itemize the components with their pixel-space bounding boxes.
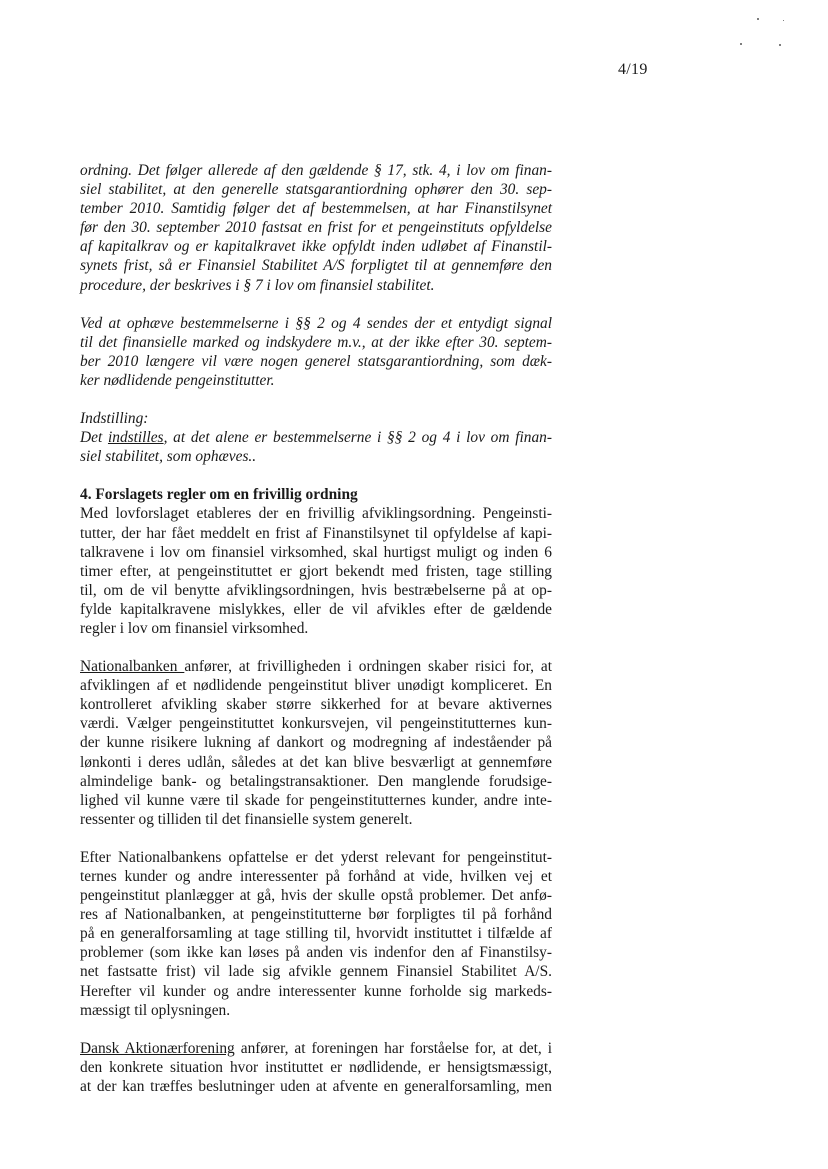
text-line: af kapitalkrav og er kapitalkravet ikke opfyldt inden udløbet af Finanstil- [80,238,552,256]
underlined-term: indstilles [107,429,164,447]
text-line: til, om de vil benytte afviklingsordningen, hvis bestræbelserne på at op- [80,581,552,599]
text-line: talkravene i lov om finansiel virksomhed, skal hurtigst muligt og inden 6 [80,543,552,561]
text-line: ker nødlidende pengeinstitutter. [80,371,275,389]
text-line: almindelige bank- og betalingstransaktioner. Den manglende forudsige- [80,772,552,790]
text-line: Ved at ophæve bestemmelserne i §§ 2 og 4 sendes der et entydigt signal [80,314,552,332]
paragraph-signal [80,314,552,390]
text-line: afviklingen af et nødlidende pengeinstitut bliver unødigt kompliceret. En [80,677,552,695]
text-line: net fastsatte frist) vil lade sig afvikle gennem Finansiel Stabilitet A/S. [80,963,552,981]
paragraph-statsgaranti [80,161,552,295]
text-line: den konkrete situation hvor instituttet er nødlidende, er hensigtsmæssigt, [80,1058,552,1076]
text-line: synets frist, så er Finansiel Stabilitet A/S forpligtet til at gennemføre den [80,257,552,275]
text-line: på en generalforsamling at tage stilling til, hvorvidt instituttet i tilfælde af [80,925,552,943]
paragraph-nationalbanken [80,657,552,829]
text-line: ordning. Det følger allerede af den gældende § 17, stk. 4, i lov om finan- [80,162,552,179]
section-heading: 4. Forslagets regler om en frivillig ordning [80,486,358,504]
text-line: procedure, der beskrives i § 7 i lov om finansiel stabilitet. [80,276,435,294]
underlined-term: Nationalbanken [80,658,185,676]
text-line: ternes kunder og andre interessenter på forhånd at vide, hvilken vej et [80,868,552,885]
section-4 [80,485,552,638]
text-line: fylde kapitalkravene mislykkes, eller de vil afvikles efter de gældende [80,600,552,618]
text-line: pengeinstitut planlægger at gå, hvis der skulle opstå problemer. Det anfø- [80,887,552,905]
text-line [80,428,552,447]
text-line: Med lovforslaget etableres der en frivillig afviklingsordning. Pengeinsti- [80,505,552,523]
paragraph-nationalbankens-opfattelse [80,848,552,1020]
text-line: før den 30. september 2010 fastsat en frist for et pengeinstituts opfyldelse [80,219,552,237]
underlined-term: Dansk Aktionærforening [80,1039,235,1057]
text-line: Efter Nationalbankens opfattelse er det yderst relevant for pengeinstitut- [80,848,552,866]
text-line: lighed vil kunne være til skade for pengeinstitutternes kunder, andre inte- [80,791,552,809]
text-line: siel stabilitet, som ophæves.. [80,448,257,466]
text-line: lønkonti i deres udlån, således at det kan blive besværligt at gennemføre [80,753,552,771]
text-line: problemer (som ikke kan løses på anden vis indenfor den af Finanstilsy- [80,944,552,962]
paragraph-dansk-aktionaerforening [80,1039,552,1096]
text-line: ressenter og tilliden til det finansielle system generelt. [80,810,413,828]
text-line [80,1039,552,1058]
scan-speck [757,18,759,20]
text-line: tutter, der har fået meddelt en frist af Finanstilsynet til opfyldelse af kapi- [80,524,552,542]
scan-speck [779,44,781,46]
document-body [80,161,552,1096]
paragraph-indstilling [80,409,552,466]
text-line [80,657,552,676]
text-line: timer efter, at pengeinstituttet er gjort bekendt med fristen, tage stilling [80,562,552,580]
text-line: værdi. Vælger pengeinstituttet konkursvejen, vil pengeinstitutternes kun- [80,715,552,733]
text-line: at der kan træffes beslutninger uden at afvente en generalforsamling, men [80,1077,552,1095]
text-run: anfører, at frivilligheden i ordningen skaber risici for, at [184,658,552,676]
page-number: 4/19 [618,61,648,78]
text-line: siel stabilitet, at den generelle statsgarantiordning ophører den 30. sep- [80,181,552,199]
text-line: Herefter vil kunder og andre interessenter kunne forholde sig markeds- [80,982,552,1000]
text-line: res af Nationalbanken, at pengeinstitutterne bør forpligtes til på forhånd [80,906,552,924]
text-line: kontrolleret afvikling skaber større sikkerhed for at bevare aktivernes [80,696,552,714]
text-line: mæssigt til oplysningen. [80,1001,231,1019]
recommendation-label: Indstilling: [80,410,149,428]
text-line: der kunne risikere lukning af dankort og modregning af indeståender på [80,734,552,752]
text-line: tember 2010. Samtidig følger det af bestemmelsen, at har Finanstilsynet [80,200,552,218]
scan-speck [740,43,742,45]
text-run: Det [80,429,108,447]
text-run: anfører, at foreningen har forståelse for, at det, i [234,1039,552,1057]
text-line: regler i lov om finansiel virksomhed. [80,619,309,637]
scan-speck [783,20,784,21]
text-line: ber 2010 længere vil være nogen generel statsgarantiordning, som dæk- [80,352,552,370]
text-run: , at det alene er bestemmelserne i §§ 2 og 4 i lov om finan- [163,429,552,447]
text-line: til det finansielle marked og indskydere m.v., at der ikke efter 30. septem- [80,333,552,351]
